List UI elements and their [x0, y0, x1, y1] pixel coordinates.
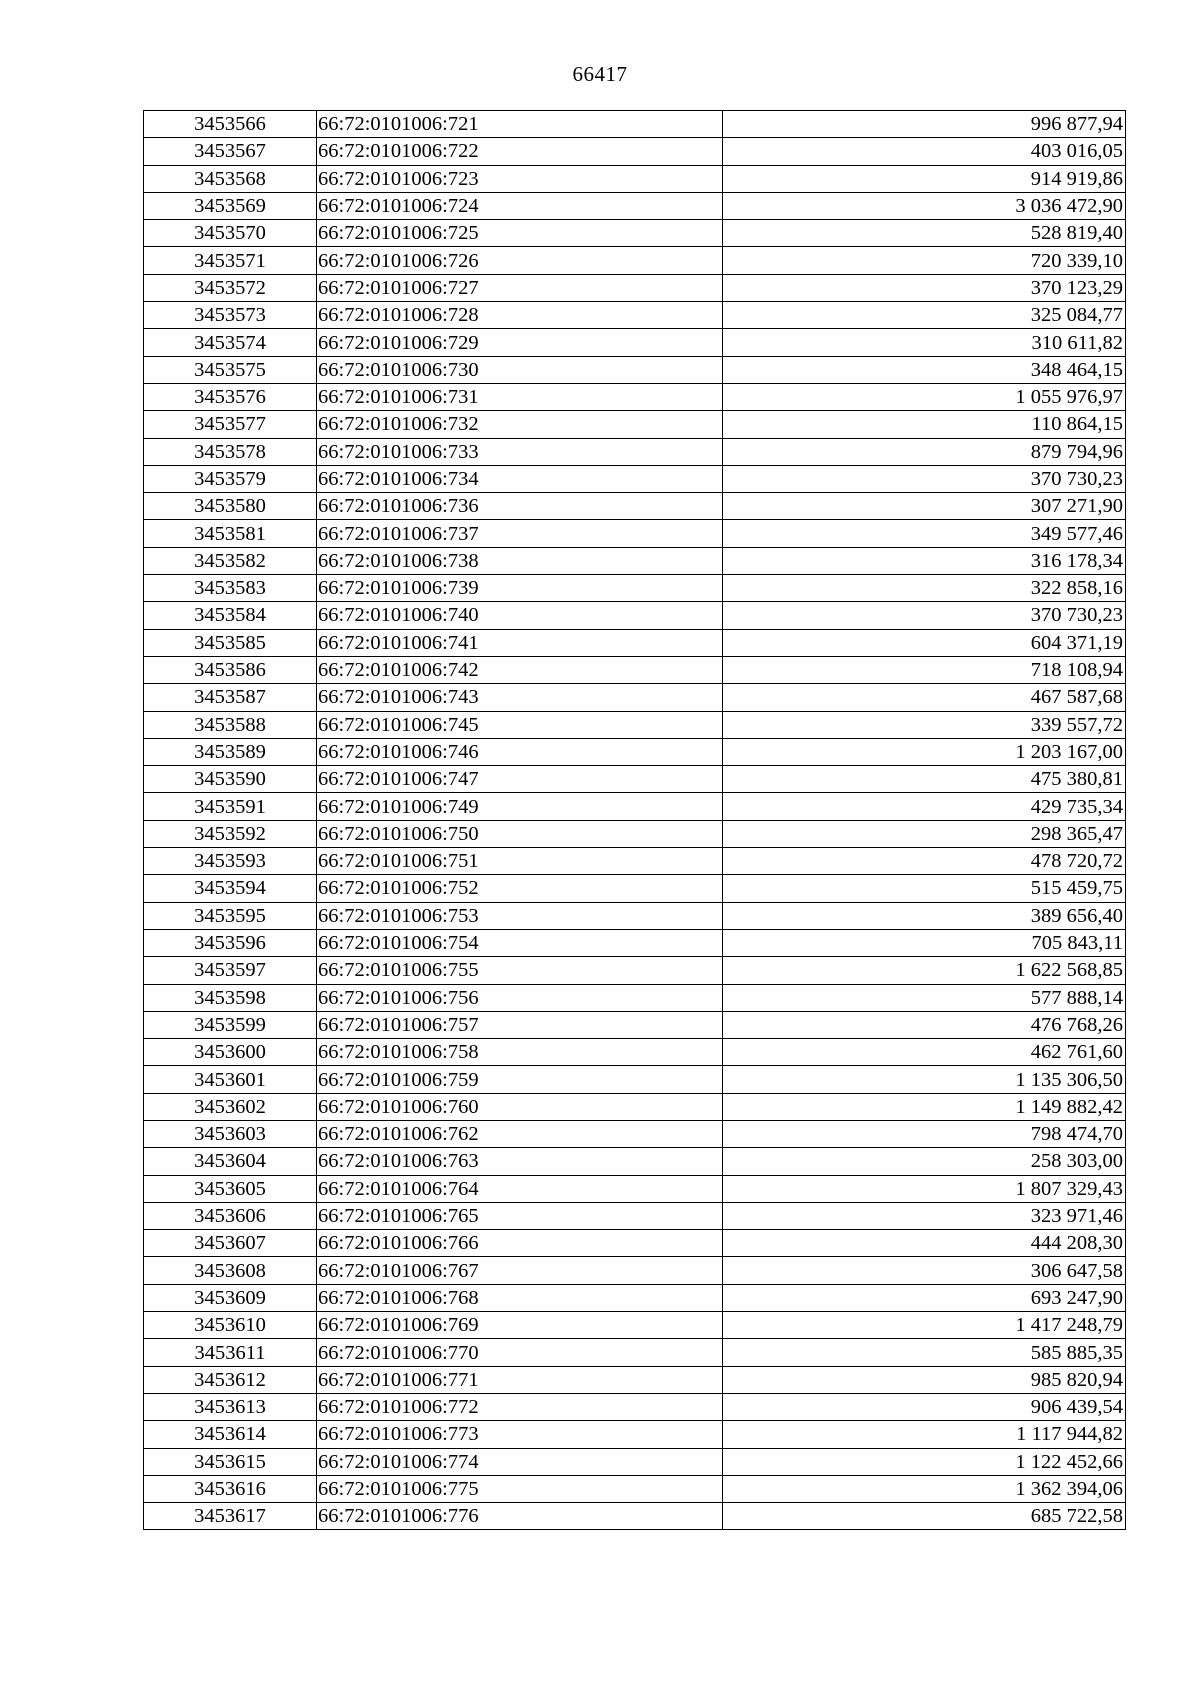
table-row: [144, 1148, 1126, 1175]
cadastral-value-cell: 389 656,40: [723, 902, 1126, 929]
row-id-cell: 3453598: [144, 984, 317, 1011]
row-id-cell: 3453604: [144, 1148, 317, 1175]
table-row: [144, 1421, 1126, 1448]
cadastral-value-cell: 322 858,16: [723, 575, 1126, 602]
table-row: [144, 1475, 1126, 1502]
cadastral-number-cell: 66:72:0101006:733: [317, 438, 723, 465]
cadastral-value-cell: 306 647,58: [723, 1257, 1126, 1284]
cadastral-number-cell: 66:72:0101006:723: [317, 165, 723, 192]
cadastral-number-cell: 66:72:0101006:771: [317, 1366, 723, 1393]
cadastral-value-cell: 914 919,86: [723, 165, 1126, 192]
table-row: [144, 165, 1126, 192]
cadastral-value-cell: 444 208,30: [723, 1230, 1126, 1257]
row-id-cell: 3453597: [144, 957, 317, 984]
cadastral-value-cell: 316 178,34: [723, 547, 1126, 574]
table-row: [144, 356, 1126, 383]
cadastral-value-cell: 985 820,94: [723, 1366, 1126, 1393]
cadastral-value-cell: 475 380,81: [723, 766, 1126, 793]
row-id-cell: 3453582: [144, 547, 317, 574]
cadastral-number-cell: 66:72:0101006:774: [317, 1448, 723, 1475]
cadastral-value-cell: 1 203 167,00: [723, 738, 1126, 765]
cadastral-value-cell: 1 807 329,43: [723, 1175, 1126, 1202]
table-row: [144, 793, 1126, 820]
cadastral-number-cell: 66:72:0101006:732: [317, 411, 723, 438]
cadastral-number-cell: 66:72:0101006:766: [317, 1230, 723, 1257]
row-id-cell: 3453578: [144, 438, 317, 465]
cadastral-number-cell: 66:72:0101006:764: [317, 1175, 723, 1202]
cadastral-number-cell: 66:72:0101006:729: [317, 329, 723, 356]
row-id-cell: 3453584: [144, 602, 317, 629]
cadastral-number-cell: 66:72:0101006:772: [317, 1393, 723, 1420]
cadastral-value-cell: 298 365,47: [723, 820, 1126, 847]
cadastral-number-cell: 66:72:0101006:730: [317, 356, 723, 383]
cadastral-value-cell: 515 459,75: [723, 875, 1126, 902]
page-number: 66417: [572, 62, 628, 86]
cadastral-value-cell: 467 587,68: [723, 684, 1126, 711]
table-row: [144, 438, 1126, 465]
table-row: [144, 411, 1126, 438]
row-id-cell: 3453575: [144, 356, 317, 383]
row-id-cell: 3453609: [144, 1284, 317, 1311]
row-id-cell: 3453592: [144, 820, 317, 847]
table-row: [144, 1039, 1126, 1066]
cadastral-number-cell: 66:72:0101006:751: [317, 848, 723, 875]
table-row: [144, 1257, 1126, 1284]
cadastral-number-cell: 66:72:0101006:755: [317, 957, 723, 984]
cadastral-number-cell: 66:72:0101006:736: [317, 493, 723, 520]
cadastral-value-cell: 1 362 394,06: [723, 1475, 1126, 1502]
cadastral-value-cell: 403 016,05: [723, 138, 1126, 165]
cadastral-number-cell: 66:72:0101006:749: [317, 793, 723, 820]
table-row: [144, 1093, 1126, 1120]
table-row: [144, 820, 1126, 847]
table-row: [144, 929, 1126, 956]
cadastral-value-cell: 370 730,23: [723, 602, 1126, 629]
cadastral-value-cell: 720 339,10: [723, 247, 1126, 274]
row-id-cell: 3453585: [144, 629, 317, 656]
cadastral-value-cell: 798 474,70: [723, 1120, 1126, 1147]
table-row: [144, 629, 1126, 656]
table-row: [144, 1202, 1126, 1229]
cadastral-value-cell: 718 108,94: [723, 656, 1126, 683]
table-row: [144, 875, 1126, 902]
cadastral-number-cell: 66:72:0101006:753: [317, 902, 723, 929]
cadastral-value-cell: 585 885,35: [723, 1339, 1126, 1366]
cadastral-value-cell: 528 819,40: [723, 220, 1126, 247]
row-id-cell: 3453591: [144, 793, 317, 820]
cadastral-value-cell: 604 371,19: [723, 629, 1126, 656]
row-id-cell: 3453600: [144, 1039, 317, 1066]
cadastral-value-cell: 307 271,90: [723, 493, 1126, 520]
table-row: [144, 1120, 1126, 1147]
cadastral-number-cell: 66:72:0101006:722: [317, 138, 723, 165]
table-row: [144, 111, 1126, 138]
cadastral-value-cell: 258 303,00: [723, 1148, 1126, 1175]
row-id-cell: 3453602: [144, 1093, 317, 1120]
cadastral-value-cell: 429 735,34: [723, 793, 1126, 820]
row-id-cell: 3453571: [144, 247, 317, 274]
cadastral-value-cell: 693 247,90: [723, 1284, 1126, 1311]
cadastral-number-cell: 66:72:0101006:757: [317, 1011, 723, 1038]
cadastral-value-cell: 1 622 568,85: [723, 957, 1126, 984]
table-row: [144, 329, 1126, 356]
row-id-cell: 3453612: [144, 1366, 317, 1393]
cadastral-number-cell: 66:72:0101006:737: [317, 520, 723, 547]
cadastral-value-cell: 462 761,60: [723, 1039, 1126, 1066]
row-id-cell: 3453574: [144, 329, 317, 356]
table-row: [144, 220, 1126, 247]
cadastral-value-cell: 348 464,15: [723, 356, 1126, 383]
cadastral-value-cell: 996 877,94: [723, 111, 1126, 138]
row-id-cell: 3453613: [144, 1393, 317, 1420]
cadastral-value-cell: 110 864,15: [723, 411, 1126, 438]
table-row: [144, 274, 1126, 301]
row-id-cell: 3453573: [144, 302, 317, 329]
row-id-cell: 3453568: [144, 165, 317, 192]
row-id-cell: 3453605: [144, 1175, 317, 1202]
cadastral-number-cell: 66:72:0101006:747: [317, 766, 723, 793]
cadastral-number-cell: 66:72:0101006:742: [317, 656, 723, 683]
cadastral-number-cell: 66:72:0101006:775: [317, 1475, 723, 1502]
row-id-cell: 3453606: [144, 1202, 317, 1229]
table-row: [144, 493, 1126, 520]
row-id-cell: 3453611: [144, 1339, 317, 1366]
row-id-cell: 3453608: [144, 1257, 317, 1284]
table-row: [144, 656, 1126, 683]
row-id-cell: 3453569: [144, 192, 317, 219]
table-row: [144, 1366, 1126, 1393]
cadastral-number-cell: 66:72:0101006:769: [317, 1312, 723, 1339]
cadastral-number-cell: 66:72:0101006:763: [317, 1148, 723, 1175]
cadastral-number-cell: 66:72:0101006:760: [317, 1093, 723, 1120]
row-id-cell: 3453576: [144, 383, 317, 410]
cadastral-value-cell: 685 722,58: [723, 1503, 1126, 1530]
cadastral-value-cell: 1 417 248,79: [723, 1312, 1126, 1339]
row-id-cell: 3453570: [144, 220, 317, 247]
cadastral-value-cell: 349 577,46: [723, 520, 1126, 547]
cadastral-number-cell: 66:72:0101006:768: [317, 1284, 723, 1311]
row-id-cell: 3453601: [144, 1066, 317, 1093]
table-row: [144, 902, 1126, 929]
cadastral-number-cell: 66:72:0101006:724: [317, 192, 723, 219]
table-row: [144, 766, 1126, 793]
table-row: [144, 575, 1126, 602]
row-id-cell: 3453586: [144, 656, 317, 683]
cadastral-number-cell: 66:72:0101006:741: [317, 629, 723, 656]
cadastral-number-cell: 66:72:0101006:728: [317, 302, 723, 329]
table-row: [144, 602, 1126, 629]
table-row: [144, 520, 1126, 547]
table-row: [144, 1175, 1126, 1202]
table-row: [144, 1066, 1126, 1093]
cadastral-value-cell: 1 117 944,82: [723, 1421, 1126, 1448]
cadastral-number-cell: 66:72:0101006:743: [317, 684, 723, 711]
cadastral-value-cell: 1 149 882,42: [723, 1093, 1126, 1120]
cadastral-value-cell: 476 768,26: [723, 1011, 1126, 1038]
row-id-cell: 3453577: [144, 411, 317, 438]
row-id-cell: 3453580: [144, 493, 317, 520]
table-row: [144, 984, 1126, 1011]
cadastral-number-cell: 66:72:0101006:750: [317, 820, 723, 847]
table-row: [144, 848, 1126, 875]
cadastral-number-cell: 66:72:0101006:765: [317, 1202, 723, 1229]
table-row: [144, 1503, 1126, 1530]
cadastral-value-cell: 325 084,77: [723, 302, 1126, 329]
cadastral-value-cell: 370 123,29: [723, 274, 1126, 301]
cadastral-number-cell: 66:72:0101006:752: [317, 875, 723, 902]
cadastral-number-cell: 66:72:0101006:776: [317, 1503, 723, 1530]
cadastral-value-cell: 310 611,82: [723, 329, 1126, 356]
row-id-cell: 3453583: [144, 575, 317, 602]
cadastral-number-cell: 66:72:0101006:740: [317, 602, 723, 629]
row-id-cell: 3453579: [144, 465, 317, 492]
row-id-cell: 3453616: [144, 1475, 317, 1502]
cadastral-value-cell: 323 971,46: [723, 1202, 1126, 1229]
cadastral-value-table: [143, 110, 1126, 1530]
row-id-cell: 3453599: [144, 1011, 317, 1038]
table-row: [144, 957, 1126, 984]
row-id-cell: 3453595: [144, 902, 317, 929]
table-row: [144, 1011, 1126, 1038]
row-id-cell: 3453588: [144, 711, 317, 738]
cadastral-number-cell: 66:72:0101006:767: [317, 1257, 723, 1284]
table-row: [144, 547, 1126, 574]
row-id-cell: 3453603: [144, 1120, 317, 1147]
row-id-cell: 3453617: [144, 1503, 317, 1530]
row-id-cell: 3453589: [144, 738, 317, 765]
cadastral-number-cell: 66:72:0101006:738: [317, 547, 723, 574]
table-row: [144, 138, 1126, 165]
cadastral-number-cell: 66:72:0101006:756: [317, 984, 723, 1011]
table-row: [144, 302, 1126, 329]
row-id-cell: 3453593: [144, 848, 317, 875]
row-id-cell: 3453566: [144, 111, 317, 138]
cadastral-value-cell: 370 730,23: [723, 465, 1126, 492]
table-row: [144, 1312, 1126, 1339]
row-id-cell: 3453572: [144, 274, 317, 301]
cadastral-number-cell: 66:72:0101006:758: [317, 1039, 723, 1066]
cadastral-number-cell: 66:72:0101006:759: [317, 1066, 723, 1093]
row-id-cell: 3453594: [144, 875, 317, 902]
table-row: [144, 192, 1126, 219]
cadastral-number-cell: 66:72:0101006:773: [317, 1421, 723, 1448]
row-id-cell: 3453607: [144, 1230, 317, 1257]
cadastral-value-cell: 3 036 472,90: [723, 192, 1126, 219]
cadastral-value-cell: 906 439,54: [723, 1393, 1126, 1420]
row-id-cell: 3453614: [144, 1421, 317, 1448]
cadastral-number-cell: 66:72:0101006:762: [317, 1120, 723, 1147]
row-id-cell: 3453610: [144, 1312, 317, 1339]
row-id-cell: 3453581: [144, 520, 317, 547]
table-row: [144, 711, 1126, 738]
row-id-cell: 3453596: [144, 929, 317, 956]
cadastral-number-cell: 66:72:0101006:746: [317, 738, 723, 765]
cadastral-number-cell: 66:72:0101006:734: [317, 465, 723, 492]
table-row: [144, 465, 1126, 492]
cadastral-number-cell: 66:72:0101006:754: [317, 929, 723, 956]
cadastral-value-cell: 1 135 306,50: [723, 1066, 1126, 1093]
table-row: [144, 738, 1126, 765]
cadastral-number-cell: 66:72:0101006:739: [317, 575, 723, 602]
cadastral-value-cell: 879 794,96: [723, 438, 1126, 465]
table-row: [144, 1393, 1126, 1420]
table-row: [144, 247, 1126, 274]
cadastral-number-cell: 66:72:0101006:770: [317, 1339, 723, 1366]
cadastral-number-cell: 66:72:0101006:726: [317, 247, 723, 274]
row-id-cell: 3453587: [144, 684, 317, 711]
cadastral-number-cell: 66:72:0101006:731: [317, 383, 723, 410]
table-row: [144, 684, 1126, 711]
cadastral-number-cell: 66:72:0101006:745: [317, 711, 723, 738]
table-row: [144, 1230, 1126, 1257]
table-row: [144, 1284, 1126, 1311]
cadastral-value-cell: 705 843,11: [723, 929, 1126, 956]
cadastral-value-cell: 1 055 976,97: [723, 383, 1126, 410]
cadastral-value-cell: 339 557,72: [723, 711, 1126, 738]
row-id-cell: 3453615: [144, 1448, 317, 1475]
cadastral-value-cell: 577 888,14: [723, 984, 1126, 1011]
cadastral-number-cell: 66:72:0101006:727: [317, 274, 723, 301]
row-id-cell: 3453590: [144, 766, 317, 793]
cadastral-number-cell: 66:72:0101006:725: [317, 220, 723, 247]
table-row: [144, 1448, 1126, 1475]
table-row: [144, 383, 1126, 410]
cadastral-value-cell: 1 122 452,66: [723, 1448, 1126, 1475]
cadastral-value-cell: 478 720,72: [723, 848, 1126, 875]
cadastral-number-cell: 66:72:0101006:721: [317, 111, 723, 138]
table-row: [144, 1339, 1126, 1366]
row-id-cell: 3453567: [144, 138, 317, 165]
table-body: [144, 111, 1126, 1530]
